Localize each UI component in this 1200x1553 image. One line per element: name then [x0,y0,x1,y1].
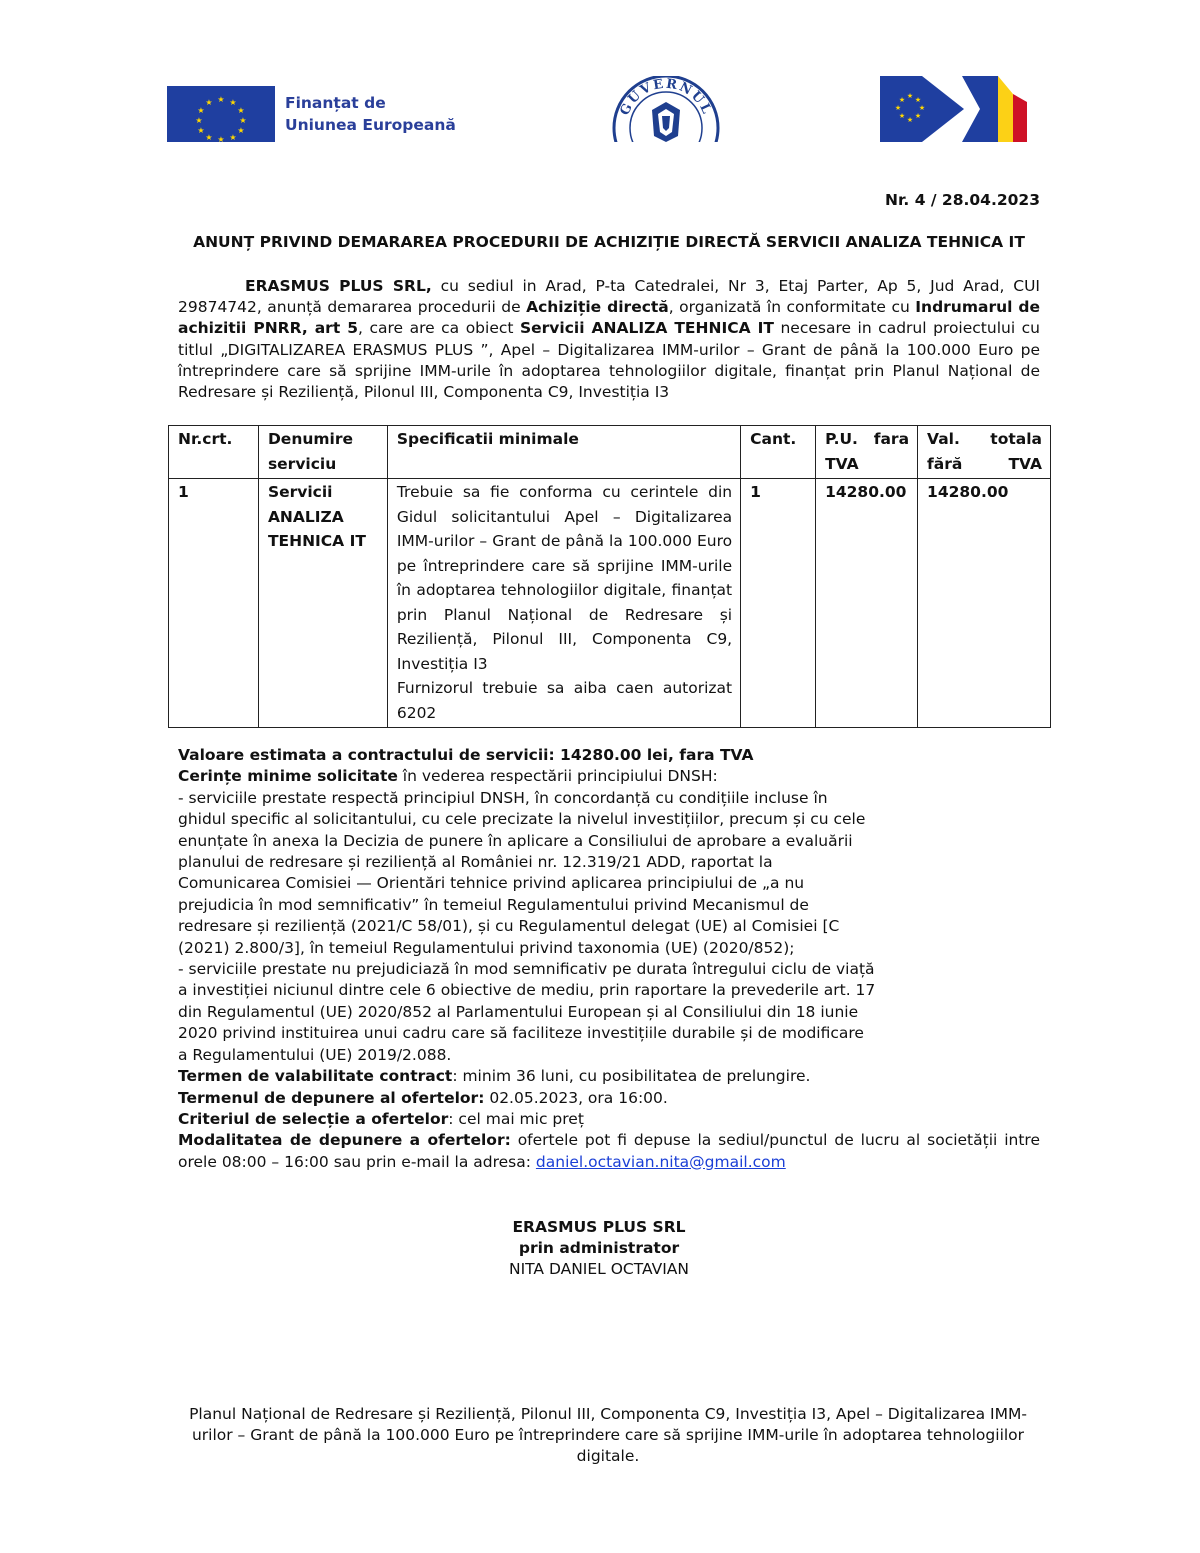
header-quantity: Cant. [741,426,816,479]
svg-text:★: ★ [239,116,247,125]
dnsh-text: în vederea respectării principiului DNSH: [397,767,718,786]
svg-text:★: ★ [898,96,906,104]
document-number: Nr. 4 / 28.04.2023 [885,191,1040,209]
header-unit-price: P.U. fara TVA [816,426,918,479]
document-title: ANUNȚ PRIVIND DEMARAREA PROCEDURII DE ACHIZIȚIE DIRECTĂ SERVICII ANALIZA TEHNICA IT [193,233,1025,251]
intro-text-2: , organizată în conformitate cu [668,298,916,317]
procurement-object: Servicii ANALIZA TEHNICA IT [519,319,774,338]
signature-block [0,1217,1198,1280]
company-name: ERASMUS PLUS SRL, [245,277,432,295]
row-spec-text-2: Furnizorul trebuie sa aiba caen autorizat 6202 [396,679,733,722]
romanian-government-seal [612,76,720,142]
svg-text:★: ★ [237,106,245,115]
row-service-name: Servicii ANALIZA TEHNICA IT [258,479,387,728]
header-total-value-text: Val. totala fără TVA [927,430,1042,473]
svg-text:★: ★ [229,133,237,142]
svg-text:★: ★ [217,135,225,142]
svg-text:★: ★ [237,126,245,135]
dnsh-bullet-2: - serviciile prestate nu prejudiciază în mod semnificativ pe durata întregului ciclu de viață a investiției niciunul dintre cele 6 obiective de mediu, prin raportare la prevederile art. 17 din Regulamentul (UE) 2020/852 al Parlamentului European și al Consiliului din 18 iunie 2020 privind instituirea unui cadru care să faciliteze investițiile durabile și de modificare a Regulamentului (UE) 2019/2.088. [178,960,876,1064]
dnsh-bullet-1: - serviciile prestate respectă principiul DNSH, în concordanță cu condițiile incluse în ghidul specific al solicitantului, cu cele precizate la nivelul investițiilor, precum și cu cele enunțate în anexa la Decizia de punere în aplicare a Consiliului de aprobare a evaluării planului de redresare și reziliență al României nr. 12.319/21 ADD, raportat la Comunicarea Comisiei — Orientări tehnice privind aplicarea principiului de „a nu prejudicia în mod semnificativ” în temeiul Regulamentului privind Mecanismul de redresare și reziliență (2021/C 58/01), și cu Regulamentul delegat (UE) al Comisiei [C (2021) 2.800/3], în temeiul Regulamentului privind taxonomia (UE) (2020/852); [178,788,866,957]
services-table [168,425,1051,728]
criteria-value: : cel mai mic preț [448,1109,584,1128]
validity-label: Termen de valabilitate contract [178,1067,453,1086]
criteria-label: Criteriul de selecție a ofertelor [178,1109,449,1128]
estimated-value: Valoare estimata a contractului de servicii: 14280.00 lei, fara TVA [178,746,754,764]
row-quantity: 1 [741,479,816,728]
svg-text:★: ★ [914,112,922,120]
header-total-value [918,426,1051,479]
svg-text:★: ★ [217,95,225,104]
signature-name: NITA DANIEL OCTAVIAN [508,1260,690,1278]
svg-text:★: ★ [898,112,906,120]
svg-text:★: ★ [205,133,213,142]
eu-flag-icon [167,86,275,142]
table-header-row [169,426,1051,479]
table-row [169,479,1051,728]
signature-company: ERASMUS PLUS SRL [512,1218,686,1236]
signature-role: prin administrator [518,1239,680,1257]
svg-text:★: ★ [918,104,926,112]
deadline-value: 02.05.2023, ora 16:00. [484,1088,668,1107]
intro-text-4: necesare in cadrul proiectului cu titlul „DIGITALIZAREA ERASMUS PLUS ”, Apel – Digitalizarea IMM-urilor – Grant de până la 100.000 Euro pe întreprindere care să sprijine IMM-urile în adoptarea tehnologiilor digitale, finanțat prin Planul Național de Redresare și Reziliență, Pilonul III, Componenta C9, Investiția I3 [178,319,1040,402]
svg-text:★: ★ [195,116,203,125]
header-specifications: Specificatii minimale [387,426,740,479]
header-nr: Nr.crt. [169,426,259,479]
intro-text-1: cu sediul in Arad, P-ta Catedralei, Nr 3, Etaj Parter, Ap 5, Jud Arad, CUI 29874742, anunță demararea procedurii de [178,277,1040,317]
row-nr: 1 [169,479,259,728]
eu-logo-line2: Uniunea Europeană [285,116,456,134]
row-specifications [387,479,740,728]
svg-text:★: ★ [894,104,902,112]
dnsh-label: Cerințe minime solicitate [178,767,398,786]
row-spec-text-1: Trebuie sa fie conforma cu cerintele din Gidul solicitantului Apel – Digitalizarea IMM-urilor – Grant de până la 100.000 Euro pe întreprindere care să sprijine IMM-urile în adoptarea tehnologiilor digitale, finanțat prin Planul Național de Redresare și Reziliență, Pilonul III, Componenta C9, Investiția I3 [396,483,733,673]
intro-text-3: , care are ca obiect [358,319,520,338]
intro-paragraph [178,276,1040,403]
procedure-type: Achiziție directă [526,298,669,317]
svg-text:★: ★ [914,96,922,104]
deadline-label: Termenul de depunere al ofertelor: [178,1088,485,1107]
row-total-value: 14280.00 [918,479,1051,728]
validity-value: : minim 36 luni, cu posibilitatea de prelungire. [452,1067,811,1086]
svg-text:★: ★ [205,98,213,107]
svg-text:★: ★ [197,126,205,135]
submission-method-label: Modalitatea de depunere a ofertelor: [178,1131,511,1150]
svg-text:★: ★ [229,98,237,107]
row-unit-price: 14280.00 [816,479,918,728]
header-service-name: Denumire serviciu [258,426,387,479]
svg-text:★: ★ [906,116,914,124]
eu-funding-logo [167,86,462,142]
svg-text:★: ★ [197,106,205,115]
eu-logo-line1: Finanțat de [285,94,386,112]
page-footer: Planul Național de Redresare și Reziliență, Pilonul III, Componenta C9, Investiția I3, Apel – Digitalizarea IMM-urilor – Grant de până la 100.000 Euro pe întreprindere care să sprijine IMM-urile în adoptarea tehnologiilor digitale. [189,1405,1027,1465]
procurement-details [178,745,1041,1173]
contact-email-link[interactable]: daniel.octavian.nita@gmail.com [535,1152,786,1171]
submission-method-text: ofertele pot fi depuse la sediul/punctul de lucru al societății intre orele 08:00 – 16:00 sau prin e-mail la adresa: [178,1131,1041,1171]
eu-logo-text [285,92,456,136]
svg-text:GUVERNUL: GUVERNUL [617,76,715,118]
procurement-guide: Indrumarul de achizitii PNRR, art 5 [178,298,1040,338]
svg-text:★: ★ [906,92,914,100]
romania-eu-logo [880,76,1030,142]
